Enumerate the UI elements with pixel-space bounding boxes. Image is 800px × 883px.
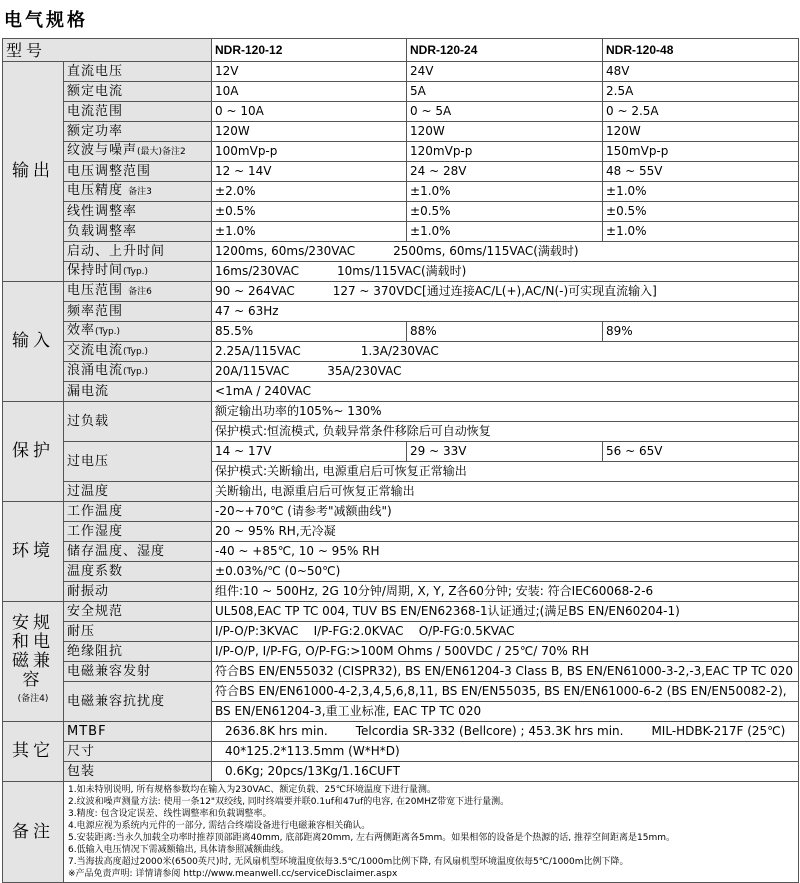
cell-value: 5A — [407, 82, 603, 102]
cell-value: 24V — [407, 62, 603, 82]
cell-value: ±1.0% — [603, 182, 799, 202]
note-line: 4.电源应视为系统内元件的一部分, 需结合终端设备进行电磁兼容相关确认。 — [68, 821, 371, 831]
row-label-text: 电压精度 — [67, 183, 124, 198]
cell-value: ±1.0% — [407, 222, 603, 242]
cell-value: 20 ~ 95% RH,无冷凝 — [212, 522, 799, 542]
row-label: 电压调整范围 — [64, 162, 212, 182]
value-part: 40*125.2*113.5mm (W*H*D) — [225, 744, 400, 758]
table-row — [3, 522, 799, 542]
row-label — [64, 142, 212, 162]
cell-value: 120W — [407, 122, 603, 142]
table-row — [3, 242, 799, 262]
cell-value: 120W — [212, 122, 407, 142]
row-label-text: 浪涌电流 — [67, 363, 124, 378]
row-label — [64, 342, 212, 362]
row-label: 额定功率 — [64, 122, 212, 142]
table-row — [3, 62, 799, 82]
row-label: 过温度 — [64, 482, 212, 502]
notes-block — [64, 782, 799, 883]
row-label: 耐振动 — [64, 582, 212, 602]
cell-value — [212, 762, 799, 782]
value-part: 2636.8K hrs min. — [225, 724, 328, 738]
table-row — [3, 662, 799, 682]
cell-value — [212, 722, 799, 742]
value-part: 16ms/230VAC — [215, 264, 299, 278]
row-label-note: (Typ.) — [123, 267, 149, 277]
value-part: 1.3A/230VAC — [360, 344, 439, 358]
row-label: 过电压 — [64, 442, 212, 482]
table-row — [3, 322, 799, 342]
value-part: MIL-HDBK-217F (25℃) — [651, 724, 786, 738]
cell-value: 符合BS EN/EN55032 (CISPR32), BS EN/EN61204-3 Class B, BS EN/EN61000-3-2,-3,EAC TP TC 020 — [212, 662, 799, 682]
cell-value: 120W — [603, 122, 799, 142]
cell-value: 2.5A — [603, 82, 799, 102]
row-label-note: 备注6 — [128, 287, 152, 297]
table-row — [3, 342, 799, 362]
model-name: NDR-120-24 — [407, 39, 603, 62]
cell-value — [212, 362, 799, 382]
row-label-text: 保持时间 — [67, 263, 124, 278]
model-name: NDR-120-12 — [212, 39, 407, 62]
cell-value: ±0.03%/℃ (0~50℃) — [212, 562, 799, 582]
row-label — [64, 262, 212, 282]
cell-value: 12V — [212, 62, 407, 82]
note-line: 7.当海拔高度超过2000米(6500英尺)时, 无风扇机型环境温度依每3.5℃/1000m比例下降, 有风扇机型环境温度依每5℃/1000m比例下降。 — [68, 857, 629, 867]
cell-value: 符合BS EN/EN61000-4-2,3,4,5,6,8,11, BS EN/EN55035, BS EN/EN61000-6-2 (BS EN/EN50082-2), — [212, 682, 799, 702]
cell-value: 24 ~ 28V — [407, 162, 603, 182]
group-input: 输入 — [3, 282, 64, 402]
row-label-text: 纹波与噪声 — [67, 143, 138, 158]
cell-value: <1mA / 240VAC — [212, 382, 799, 402]
table-row — [3, 362, 799, 382]
value-part: 10ms/115VAC(满载时) — [337, 264, 467, 278]
cell-value — [212, 282, 799, 302]
row-label: 电流范围 — [64, 102, 212, 122]
table-row — [3, 282, 799, 302]
cell-value: ±0.5% — [407, 202, 603, 222]
cell-value: -20~+70℃ (请参考"减额曲线") — [212, 502, 799, 522]
row-label: 绝缘阻抗 — [64, 642, 212, 662]
table-row — [3, 682, 799, 702]
table-row — [3, 602, 799, 622]
cell-value: 56 ~ 65V — [603, 442, 799, 462]
row-label: 线性调整率 — [64, 202, 212, 222]
cell-value: 100mVp-p — [212, 142, 407, 162]
table-row — [3, 222, 799, 242]
cell-value — [212, 262, 799, 282]
table-row — [3, 642, 799, 662]
row-label-note: (Typ.) — [95, 327, 121, 337]
value-part: 2.25A/115VAC — [215, 344, 301, 358]
group-output: 输出 — [3, 62, 64, 282]
cell-value: ±1.0% — [603, 222, 799, 242]
group-safety-emc — [3, 602, 64, 722]
model-name: NDR-120-48 — [603, 39, 799, 62]
row-label: 尺寸 — [64, 742, 212, 762]
cell-value: 150mVp-p — [603, 142, 799, 162]
cell-value: 组件:10 ~ 500Hz, 2G 10分钟/周期, X, Y, Z各60分钟; 安装: 符合IEC60068-2-6 — [212, 582, 799, 602]
cell-value: 0 ~ 5A — [407, 102, 603, 122]
row-label: 直流电压 — [64, 62, 212, 82]
row-label: 启动、上升时间 — [64, 242, 212, 262]
cell-value: I/P-O/P, I/P-FG, O/P-FG:>100M Ohms / 500VDC / 25℃/ 70% RH — [212, 642, 799, 662]
cell-value: ±0.5% — [603, 202, 799, 222]
row-label: 额定电流 — [64, 82, 212, 102]
row-label-note: (Typ.) — [123, 347, 149, 357]
note-line: 2.纹波和噪声测量方法: 使用一条12"双绞线, 同时终端要并联0.1uf和47uf的电容, 在20MHZ带宽下进行量测。 — [68, 797, 510, 807]
cell-value: 10A — [212, 82, 407, 102]
cell-value: UL508,EAC TP TC 004, TUV BS EN/EN62368-1认证通过;(满足BS EN/EN60204-1) — [212, 602, 799, 622]
cell-value: ±1.0% — [407, 182, 603, 202]
cell-value: 85.5% — [212, 322, 407, 342]
cell-value — [212, 342, 799, 362]
table-row — [3, 782, 799, 883]
value-part: 0.6Kg; 20pcs/13Kg/1.16CUFT — [225, 764, 400, 778]
cell-value: 14 ~ 17V — [212, 442, 407, 462]
row-label: 电磁兼容发射 — [64, 662, 212, 682]
cell-value: 48 ~ 55V — [603, 162, 799, 182]
row-label: 工作温度 — [64, 502, 212, 522]
row-label: 包装 — [64, 762, 212, 782]
cell-value: ±0.5% — [212, 202, 407, 222]
table-row — [3, 482, 799, 502]
note-line: 5.安装距离:当永久加载全功率时推荐顶部距离40mm, 底部距离20mm, 左右两侧距离各5mm。如果相邻的设备是个热源的话, 推荐空间距离是15mm。 — [68, 833, 676, 843]
group-notes: 备注 — [3, 782, 64, 883]
note-line: ※产品免责声明: 详情请参阅 http://www.meanwell.cc/serviceDisclaimer.aspx — [68, 869, 398, 879]
spec-table — [2, 38, 799, 883]
table-row — [3, 722, 799, 742]
table-row — [3, 182, 799, 202]
note-line: 3.精度: 包含设定误差、线性调整率和负载调整率。 — [68, 809, 272, 819]
cell-value: 关断输出, 电源重启后可恢复正常输出 — [212, 482, 799, 502]
group-label: 安规和电磁兼容 — [12, 613, 54, 690]
cell-value — [212, 742, 799, 762]
value-part: 127 ~ 370VDC[通过连接AC/L(+),AC/N(-)可实现直流输入] — [332, 284, 657, 298]
table-row — [3, 562, 799, 582]
cell-value: 29 ~ 33V — [407, 442, 603, 462]
table-row — [3, 742, 799, 762]
cell-value: 0 ~ 10A — [212, 102, 407, 122]
cell-value: 保护模式:关断输出, 电源重启后可恢复正常输出 — [212, 462, 799, 482]
group-environment: 环境 — [3, 502, 64, 602]
table-row — [3, 502, 799, 522]
row-label-note: 备注3 — [128, 187, 152, 197]
value-part: 35A/230VAC — [327, 364, 402, 378]
group-note: (备注4) — [17, 694, 49, 704]
cell-value: 47 ~ 63Hz — [212, 302, 799, 322]
row-label-text: 电压范围 — [67, 283, 124, 298]
cell-value: 保护模式:恒流模式, 负载异常条件移除后可自动恢复 — [212, 422, 799, 442]
row-label-note: (Typ.) — [123, 367, 149, 377]
value-part: 20A/115VAC — [215, 364, 290, 378]
row-label-text: 效率 — [67, 323, 96, 338]
table-row — [3, 122, 799, 142]
table-row — [3, 202, 799, 222]
cell-value: 89% — [603, 322, 799, 342]
row-label — [64, 182, 212, 202]
table-row — [3, 622, 799, 642]
cell-value: 0 ~ 2.5A — [603, 102, 799, 122]
cell-value: ±2.0% — [212, 182, 407, 202]
table-row — [3, 382, 799, 402]
group-others: 其它 — [3, 722, 64, 782]
value-part: 1200ms, 60ms/230VAC — [215, 244, 356, 258]
table-row — [3, 162, 799, 182]
row-label — [64, 362, 212, 382]
table-row — [3, 582, 799, 602]
table-row — [3, 262, 799, 282]
row-label — [64, 322, 212, 342]
row-label: 负载调整率 — [64, 222, 212, 242]
table-row — [3, 102, 799, 122]
cell-value: I/P-O/P:3KVAC I/P-FG:2.0KVAC O/P-FG:0.5KVAC — [212, 622, 799, 642]
row-label — [64, 282, 212, 302]
model-label: 型号 — [3, 39, 212, 62]
table-row — [3, 762, 799, 782]
note-line: 6.低输入电压情况下需减额输出, 具体请参照减额曲线。 — [68, 845, 290, 855]
row-label: 过负载 — [64, 402, 212, 442]
table-row — [3, 302, 799, 322]
row-label: 频率范围 — [64, 302, 212, 322]
page-title: 电气规格 — [4, 10, 88, 31]
note-line: 1.如未特别说明, 所有规格参数均在输入为230VAC、额定负载、25℃环境温度下进行量测。 — [68, 785, 436, 795]
cell-value: BS EN/EN61204-3,重工业标准, EAC TP TC 020 — [212, 702, 799, 722]
table-row — [3, 542, 799, 562]
row-label: 温度系数 — [64, 562, 212, 582]
row-label: MTBF — [64, 722, 212, 742]
table-row — [3, 442, 799, 462]
table-row — [3, 82, 799, 102]
table-row — [3, 142, 799, 162]
row-label: 安全规范 — [64, 602, 212, 622]
model-header-row — [3, 39, 799, 62]
cell-value: 12 ~ 14V — [212, 162, 407, 182]
row-label: 工作湿度 — [64, 522, 212, 542]
cell-value: 88% — [407, 322, 603, 342]
value-part: 90 ~ 264VAC — [215, 284, 295, 298]
row-label: 漏电流 — [64, 382, 212, 402]
cell-value: 额定输出功率的105%~ 130% — [212, 402, 799, 422]
value-part: 2500ms, 60ms/115VAC(满载时) — [393, 244, 579, 258]
cell-value: 120mVp-p — [407, 142, 603, 162]
row-label-text: 交流电流 — [67, 343, 124, 358]
row-label: 耐压 — [64, 622, 212, 642]
table-row — [3, 402, 799, 422]
row-label: 电磁兼容抗扰度 — [64, 682, 212, 722]
group-protection: 保护 — [3, 402, 64, 502]
row-label: 储存温度、湿度 — [64, 542, 212, 562]
cell-value: ±1.0% — [212, 222, 407, 242]
row-label-note: (最大)备注2 — [137, 147, 186, 157]
value-part: Telcordia SR-332 (Bellcore) ; 453.3K hrs min. — [355, 724, 624, 738]
cell-value: -40 ~ +85℃, 10 ~ 95% RH — [212, 542, 799, 562]
cell-value — [212, 242, 799, 262]
cell-value: 48V — [603, 62, 799, 82]
